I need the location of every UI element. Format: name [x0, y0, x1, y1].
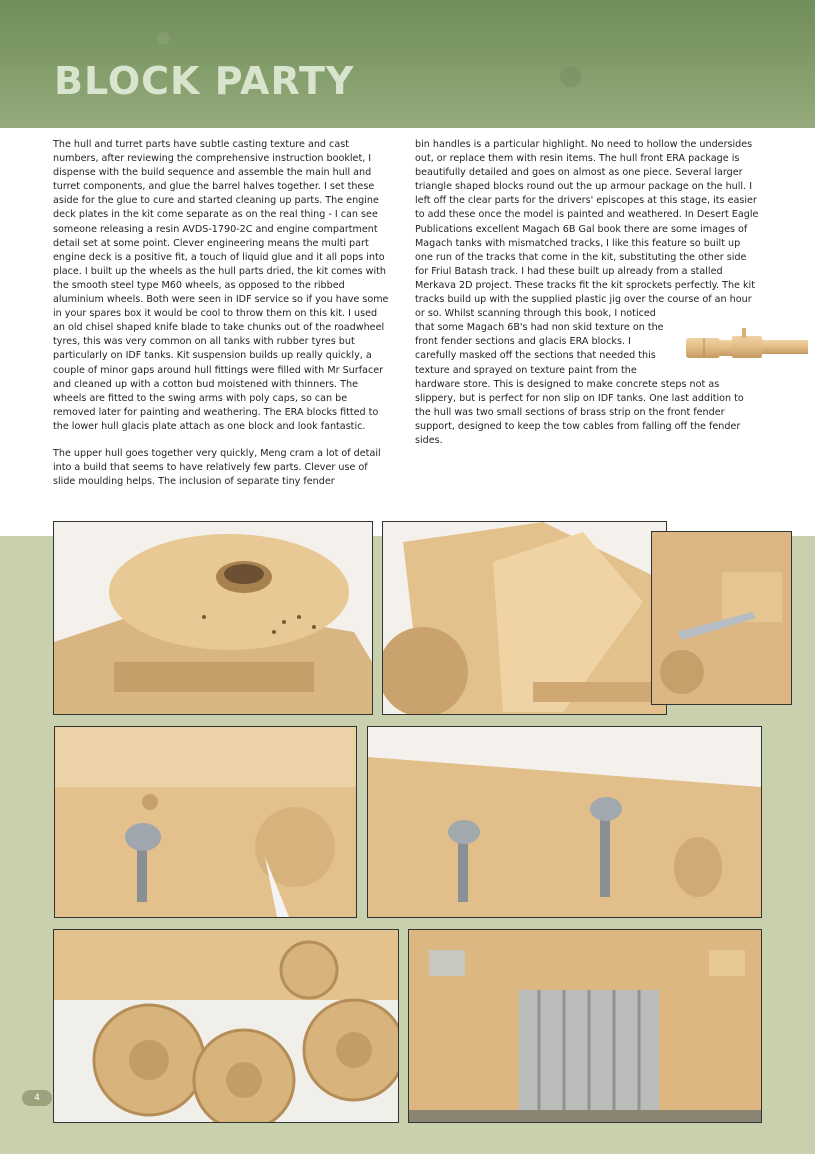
page-title: BLOCK PARTY	[54, 59, 355, 103]
paragraph: The hull and turret parts have subtle casting texture and cast numbers, after reviewing the comprehensive instruction booklet, I dispense with the build sequence and assemble the main hull and turret components, and glue the barrel halves together. I set these aside for the glue to cure and started cleaning up parts. The engine deck plates in the kit come separate as on the real thing - I can see someone releasing a resin AVDS-1790-2C and engine compartment detail set at some point. Clever engineering means the multi part engine deck is a positive fit, a touch of liquid glue and it all pops into place. I built up the wheels as the hull parts dried, the kit comes with the smooth steel type M60 wheels, as opposed to the ribbed aluminium wheels. Both were seen in IDF service so if you have some in your spares box it would be cool to throw them on this kit. I used an old chisel shaped knife blade to take chunks out of the roadwheel tyres, this was very common on all tanks with rubber tyres but particularly on IDF tanks. Kit suspension builds up really quickly, a couple of minor gaps around hull fittings were filled with Mr Surfacer and cleaned up with a cotton bud moistened with thinners. The wheels are fitted to the swing arms with poly caps, so can be removed later for painting and weathering. The ERA blocks fitted to the lower hull glacis plate attach as one block and look fantastic.	[53, 139, 389, 432]
paragraph: bin handles is a particular highlight. No need to hollow the undersides out, or replace them with resin items. The hull front ERA package is beautifully detailed and goes on almost as one piece. Several larger triangle shaped blocks round out the up armour package on the hull. I left off the clear parts for the drivers' episcopes at this stage, its easier to add these once the model is painted and weathered. In Desert Eagle Publications excellent Magach 6B Gal book there are some images of Magach tanks with mismatched tracks, I like this feature so built up one run of the tracks that come in the kit, substituting the other side for Friul Batash track. I had these built up already from a stalled Merkava 2D project. These tracks fit the kit sprockets perfectly. The kit tracks build up with the supplied plastic jig over the course of an hour or so. Whilst scanning through this book, I noticed that some Magach 6B's had non skid texture on the front fender sections and glacis ERA blocks. I carefully masked off the sections that needed this texture and sprayed on texture paint from the hardware store. This is designed to make concrete steps not as slippery, but is perfect for non slip on IDF tanks. One last addition to the hull was two small sections of brass strip on the front fender support, designed to keep the tow cables from falling off the fender sides.	[415, 139, 759, 446]
page-number-badge: 4	[22, 1090, 52, 1106]
photo-turret-on-hull	[53, 521, 373, 715]
photo-roadwheels	[53, 929, 399, 1123]
paragraph: The upper hull goes together very quickly, Meng cram a lot of detail into a build that seems to have relatively few parts. Clever use of slide moulding helps. The inclusion of separate tiny fender	[53, 447, 381, 488]
gun-barrel-image	[684, 324, 810, 370]
photo-hull-side-suspension	[54, 726, 357, 918]
photo-hull-side-filler	[367, 726, 762, 918]
photo-engine-deck	[408, 929, 762, 1123]
header-banner	[0, 0, 815, 128]
photo-knife-detail	[651, 531, 792, 705]
article-column-2	[415, 138, 760, 461]
photo-hull-front-era	[382, 521, 667, 715]
article-column-1	[53, 138, 391, 502]
